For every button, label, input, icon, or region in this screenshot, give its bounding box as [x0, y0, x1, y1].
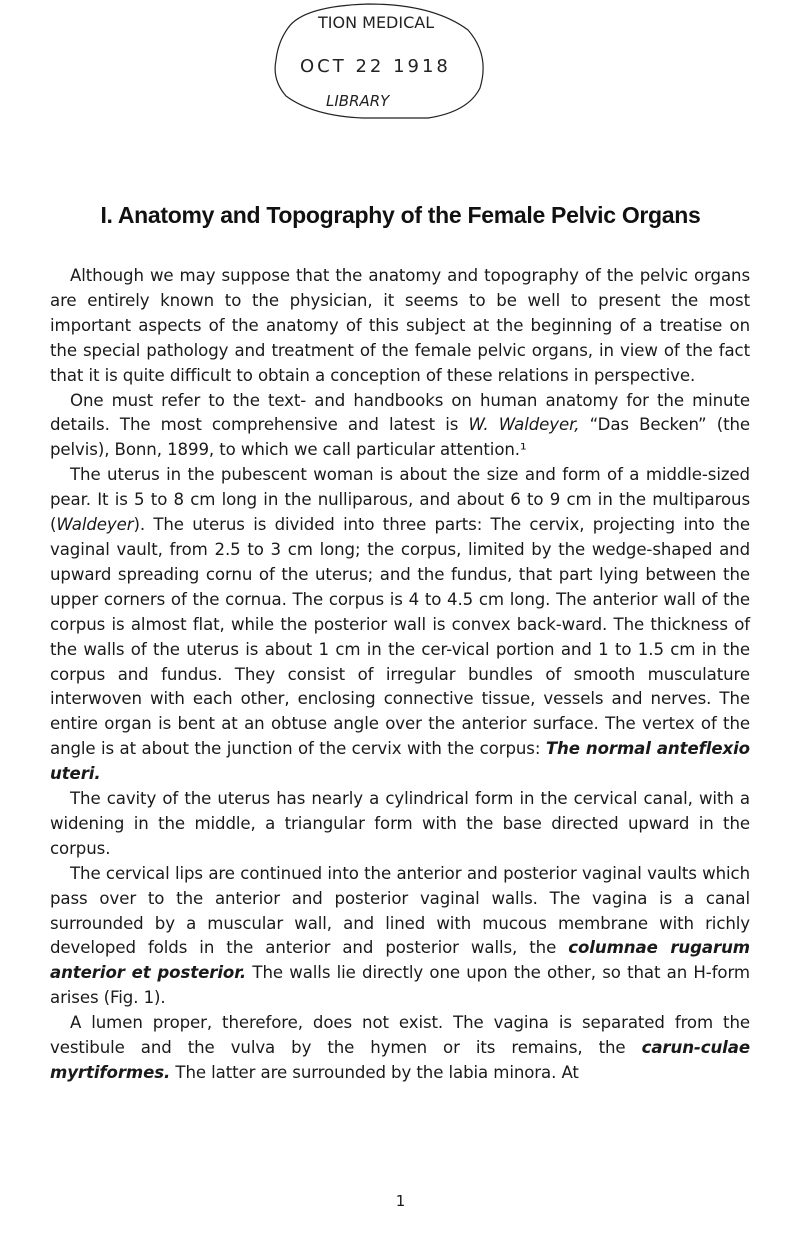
paragraph-1	[50, 264, 750, 389]
author-reference: Waldeyer	[56, 515, 134, 535]
paragraph-2	[50, 389, 750, 464]
paragraph-1-text: Although we may suppose that the anatomy and topography of the pelvic organs are entirely known to the physician, it seems to be well to present the most important aspects of the anatomy of this subject at the beginning of a treatise on the special pathology and treatment of the female pelvic organs, in view of the fact that it is quite difficult to obtain a conception of these relations in perspective.	[50, 266, 750, 385]
paragraph-3-text-c: ). The uterus is divided into three parts: The cervix, projecting into the vaginal vault, from 2.5 to 3 cm long; the corpus, limited by the wedge-shaped and upward spreading cornu of the uterus; and the fundus, that part lying between the upper corners of the cornua. The corpus is 4 to 4.5 cm long. The anterior wall of the corpus is almost flat, while the posterior wall is convex back-ward. The thickness of the walls of the uterus is about 1 cm in the cer-vical portion and 1 to 1.5 cm in the corpus and fundus. They consist of irregular bundles of smooth musculature interwoven with each other, enclosing connective tissue, vessels and nerves. The entire organ is bent at an obtuse angle over the anterior surface. The vertex of the angle is at about the junction of the cervix with the corpus:	[50, 515, 750, 759]
paragraph-5-text-a: The cervical lips are continued into the anterior and posterior vaginal vaults which pass over to the anterior and posterior vaginal walls. The vagina is a canal surrounded by a muscular wall, and lined with mucous membrane with richly developed folds in the anterior and posterior walls, the	[50, 863, 750, 958]
emphasized-term: carun-culae myrtiformes.	[50, 1038, 750, 1082]
paragraph-4-text: The cavity of the uterus has nearly a cylindrical form in the cervical canal, with a widening in the middle, a triangular form with the base directed upward in the corpus.	[50, 789, 750, 858]
paragraph-3-text-a: The uterus in the pubescent woman is about the size and form of a middle-sized pear. It is 5 to 8 cm long in the nulliparous, and about 6 to 9 cm in the multiparous (	[50, 465, 750, 535]
body-text	[50, 264, 750, 1086]
paragraph-3	[50, 463, 750, 787]
paragraph-2-text-c: “Das Becken” (the pelvis), Bonn, 1899, to which we call particular attention.¹	[50, 415, 751, 460]
library-stamp	[258, 0, 528, 120]
chapter-title: I. Anatomy and Topography of the Female Pelvic Organs	[100, 202, 701, 228]
paragraph-6	[50, 1011, 750, 1086]
author-reference: W. Waldeyer,	[468, 415, 580, 435]
stamp-bottom-text: LIBRARY	[326, 92, 390, 110]
page-number: 1	[395, 1192, 406, 1210]
stamp-date: OCT 22 1918	[300, 56, 451, 77]
emphasized-term: The normal anteflexio uteri.	[50, 739, 750, 784]
paragraph-2-text-a: One must refer to the text- and handbooks on human anatomy for the minute details. The most comprehensive and latest is	[50, 390, 750, 435]
paragraph-5	[50, 862, 750, 1011]
paragraph-6-text-a: A lumen proper, therefore, does not exist. The vagina is separated from the vestibule and the vulva by the hymen or its remains, the	[50, 1013, 750, 1058]
emphasized-term: columnae rugarum anterior et posterior.	[50, 938, 750, 983]
paragraph-5-text-c: The walls lie directly one upon the other, so that an H-form arises (Fig. 1).	[50, 963, 750, 1008]
paragraph-6-text-c: The latter are surrounded by the labia minora. At	[170, 1063, 579, 1082]
paragraph-4	[50, 787, 750, 862]
stamp-top-text: TION MEDICAL	[318, 13, 435, 32]
